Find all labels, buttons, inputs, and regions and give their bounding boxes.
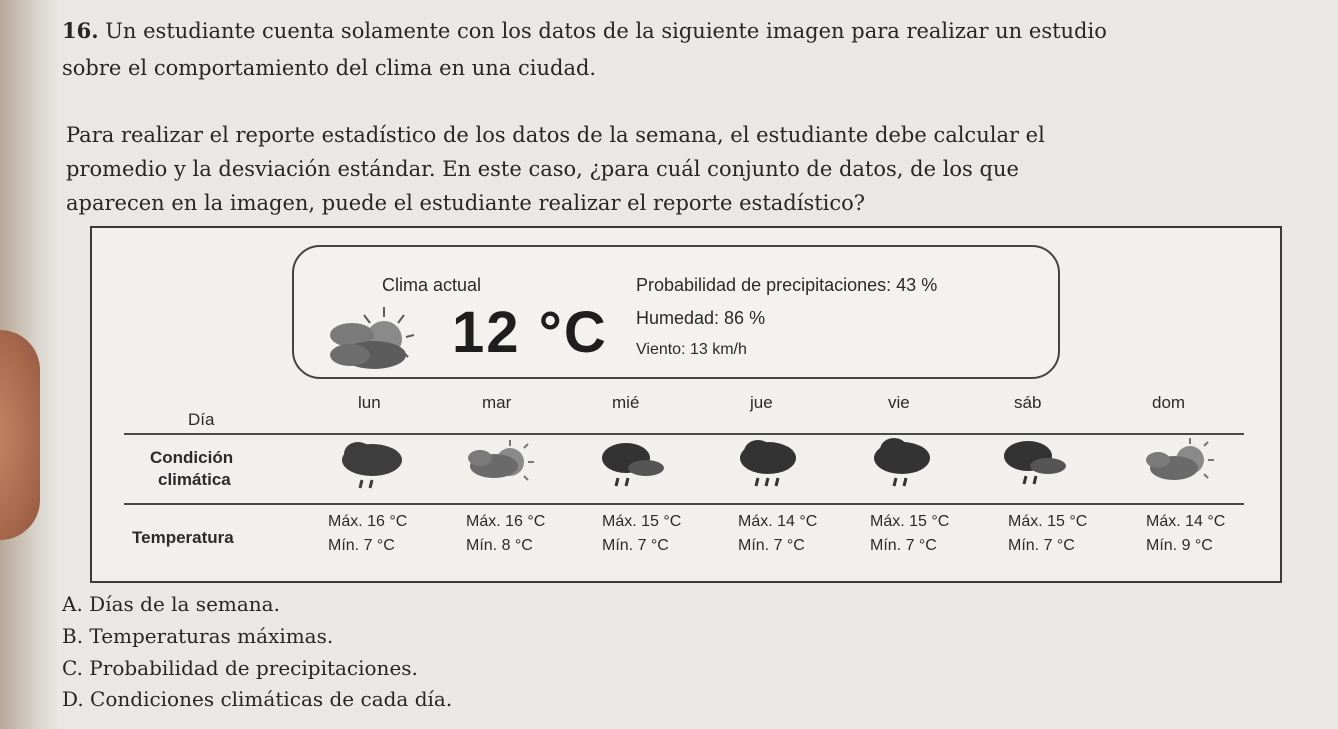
option-d[interactable]: D. Condiciones climáticas de cada día. xyxy=(62,687,453,711)
temp-jue-max: Máx. 14 °C xyxy=(738,513,818,530)
day-dom: dom xyxy=(1152,393,1186,412)
weather-figure xyxy=(90,226,1282,583)
temp-jue-min: Mín. 7 °C xyxy=(738,537,805,554)
day-lun: lun xyxy=(358,393,381,412)
temp-sab xyxy=(1008,510,1087,558)
thumb-in-photo xyxy=(0,330,40,540)
current-weather-panel xyxy=(292,245,1060,379)
question-line-1 xyxy=(62,14,1107,48)
day-mar: mar xyxy=(482,393,512,412)
condition-dom-sun-cloud-icon xyxy=(1138,438,1218,498)
wind-speed: Viento: 13 km/h xyxy=(636,341,747,358)
temp-sab-max: Máx. 15 °C xyxy=(1008,513,1088,530)
condition-jue-rain-cloud-icon xyxy=(734,438,814,498)
temp-lun-max: Máx. 16 °C xyxy=(328,513,408,530)
day-vie: vie xyxy=(888,393,910,412)
question-line-5: aparecen en la imagen, puede el estudiante realizar el reporte estadístico? xyxy=(66,191,866,215)
precipitation-probability: Probabilidad de precipitaciones: 43 % xyxy=(636,275,938,295)
condition-lun-rain-cloud-icon xyxy=(336,438,416,498)
current-weather-label: Clima actual xyxy=(382,275,482,295)
header-divider xyxy=(124,433,1244,435)
condition-sab-storm-cloud-icon xyxy=(998,438,1078,498)
temp-mie-min: Mín. 7 °C xyxy=(602,537,669,554)
humidity: Humedad: 86 % xyxy=(636,308,766,328)
row-label-condition-2: climática xyxy=(158,470,231,489)
current-sun-cloud-icon xyxy=(322,305,426,375)
temp-jue xyxy=(738,510,817,558)
question-line-3: Para realizar el reporte estadístico de los datos de la semana, el estudiante debe calcular el xyxy=(66,123,1045,147)
question-number: 16. xyxy=(62,18,99,43)
condition-mie-storm-cloud-icon xyxy=(596,438,676,498)
question-line-2: sobre el comportamiento del clima en una ciudad. xyxy=(62,56,597,80)
condition-mar-sun-cloud-icon xyxy=(462,438,542,498)
condition-vie-rain-cloud-icon xyxy=(868,438,948,498)
temp-dom-max: Máx. 14 °C xyxy=(1146,513,1226,530)
row-label-day: Día xyxy=(188,410,215,429)
temp-lun xyxy=(328,510,407,558)
day-mie: mié xyxy=(612,393,640,412)
temp-lun-min: Mín. 7 °C xyxy=(328,537,395,554)
temp-vie xyxy=(870,510,949,558)
option-c[interactable]: C. Probabilidad de precipitaciones. xyxy=(62,656,418,680)
current-temperature: 12 °C xyxy=(452,300,608,365)
day-jue: jue xyxy=(750,393,773,412)
row-label-condition-1: Condición xyxy=(150,448,234,467)
option-a[interactable]: A. Días de la semana. xyxy=(62,592,280,616)
temp-sab-min: Mín. 7 °C xyxy=(1008,537,1075,554)
question-line-4: promedio y la desviación estándar. En este caso, ¿para cuál conjunto de datos, de los que xyxy=(66,157,1019,181)
day-sab: sáb xyxy=(1014,393,1042,412)
temp-mar xyxy=(466,510,545,558)
option-b[interactable]: B. Temperaturas máximas. xyxy=(62,624,334,648)
temp-vie-min: Mín. 7 °C xyxy=(870,537,937,554)
condition-divider xyxy=(124,503,1244,505)
temp-dom xyxy=(1146,510,1225,558)
question-line-1-text: Un estudiante cuenta solamente con los datos de la siguiente imagen para realizar un estudio xyxy=(105,19,1107,43)
row-label-temperature: Temperatura xyxy=(132,528,234,547)
temp-vie-max: Máx. 15 °C xyxy=(870,513,950,530)
temp-mie xyxy=(602,510,681,558)
temp-mie-max: Máx. 15 °C xyxy=(602,513,682,530)
temp-mar-min: Mín. 8 °C xyxy=(466,537,533,554)
temp-dom-min: Mín. 9 °C xyxy=(1146,537,1213,554)
temp-mar-max: Máx. 16 °C xyxy=(466,513,546,530)
